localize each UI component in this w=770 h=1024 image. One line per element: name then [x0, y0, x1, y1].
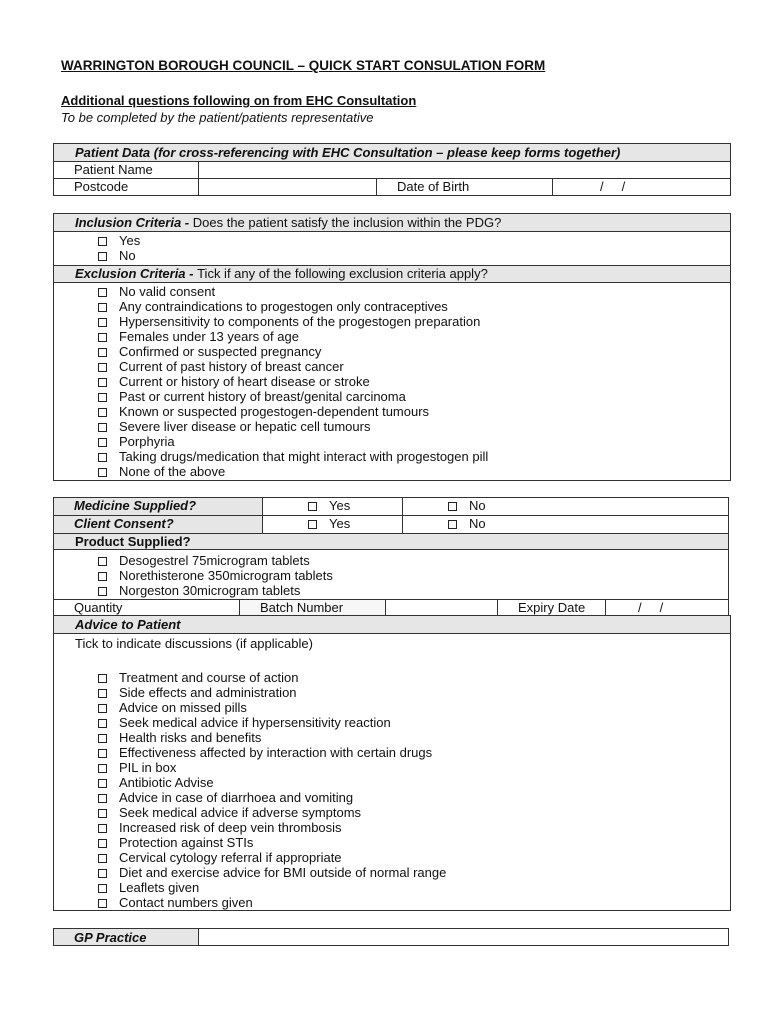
advice-item-label: Seek medical advice if adverse symptoms — [119, 805, 362, 820]
consent-no-label: No — [469, 516, 486, 531]
form-instruction: To be completed by the patient/patients representative — [61, 110, 374, 125]
checkbox-icon[interactable] — [98, 749, 107, 758]
checkbox-icon[interactable] — [98, 809, 107, 818]
advice-item[interactable] — [98, 790, 446, 805]
advice-heading: Advice to Patient — [75, 617, 181, 632]
product-option-label: Desogestrel 75microgram tablets — [119, 553, 310, 568]
checkbox-icon[interactable] — [98, 393, 107, 402]
advice-item[interactable] — [98, 865, 446, 880]
exclusion-heading — [75, 266, 488, 281]
dob-label: Date of Birth — [377, 179, 553, 195]
exclusion-item[interactable] — [98, 284, 488, 299]
advice-item[interactable] — [98, 745, 446, 760]
checkbox-icon[interactable] — [308, 502, 317, 511]
batch-number-label: Batch Number — [240, 600, 386, 616]
advice-list — [98, 670, 446, 910]
advice-item-label: Seek medical advice if hypersensitivity reaction — [119, 715, 391, 730]
medicine-yes-label: Yes — [329, 498, 351, 513]
checkbox-icon[interactable] — [98, 734, 107, 743]
advice-item[interactable] — [98, 820, 446, 835]
batch-number-field[interactable] — [386, 600, 498, 616]
gp-practice-field[interactable] — [199, 929, 728, 945]
exclusion-heading-bold: Exclusion Criteria - — [75, 266, 198, 281]
consent-yes-label: Yes — [329, 516, 351, 531]
expiry-date-field[interactable]: / / — [638, 600, 664, 615]
checkbox-icon[interactable] — [98, 779, 107, 788]
checkbox-icon[interactable] — [98, 884, 107, 893]
checkbox-icon[interactable] — [98, 408, 107, 417]
inclusion-heading-text: Does the patient satisfy the inclusion within the PDG? — [192, 215, 502, 230]
exclusion-item[interactable] — [98, 404, 488, 419]
exclusion-item-label: Females under 13 years of age — [119, 329, 299, 344]
inclusion-heading-bold: Inclusion Criteria - — [75, 215, 193, 230]
form-title: WARRINGTON BOROUGH COUNCIL – QUICK START CONSULATION FORM — [61, 58, 546, 73]
advice-item-label: Health risks and benefits — [119, 730, 262, 745]
checkbox-icon[interactable] — [98, 453, 107, 462]
exclusion-item-label: None of the above — [119, 464, 226, 479]
product-supplied-label: Product Supplied? — [75, 534, 191, 549]
advice-item[interactable] — [98, 850, 446, 865]
consent-yes-option[interactable] — [263, 516, 403, 533]
checkbox-icon[interactable] — [98, 252, 107, 261]
exclusion-item-label: Current of past history of breast cancer — [119, 359, 344, 374]
inclusion-heading-row — [54, 214, 730, 232]
advice-section — [53, 615, 731, 911]
checkbox-icon[interactable] — [448, 520, 457, 529]
advice-item-label: Treatment and course of action — [119, 670, 299, 685]
exclusion-item[interactable] — [98, 464, 488, 479]
inclusion-option-label: No — [119, 248, 136, 263]
advice-item[interactable] — [98, 730, 446, 745]
patient-name-field[interactable] — [199, 162, 730, 178]
inclusion-heading — [75, 215, 501, 230]
advice-item[interactable] — [98, 895, 446, 910]
checkbox-icon[interactable] — [98, 237, 107, 246]
advice-item[interactable] — [98, 880, 446, 895]
advice-item[interactable] — [98, 805, 446, 820]
advice-item[interactable] — [98, 715, 446, 730]
client-consent-row — [54, 516, 728, 534]
inclusion-option-label: Yes — [119, 233, 141, 248]
advice-item-label: Diet and exercise advice for BMI outside of normal range — [119, 865, 447, 880]
exclusion-list — [98, 284, 488, 479]
checkbox-icon[interactable] — [98, 438, 107, 447]
exclusion-item[interactable] — [98, 314, 488, 329]
client-consent-label: Client Consent? — [54, 516, 263, 533]
patient-data-heading: Patient Data (for cross-referencing with EHC Consultation – please keep forms together) — [75, 145, 621, 160]
product-option-label: Norethisterone 350microgram tablets — [119, 568, 333, 583]
exclusion-item[interactable] — [98, 434, 488, 449]
checkbox-icon[interactable] — [98, 423, 107, 432]
product-option[interactable] — [98, 583, 333, 598]
exclusion-heading-row — [54, 265, 730, 283]
quantity-row — [54, 599, 728, 616]
product-list — [98, 553, 333, 598]
checkbox-icon[interactable] — [98, 363, 107, 372]
checkbox-icon[interactable] — [98, 824, 107, 833]
gp-practice-label: GP Practice — [54, 929, 199, 945]
exclusion-item-label: Past or current history of breast/genital carcinoma — [119, 389, 406, 404]
patient-name-row — [54, 162, 730, 179]
checkbox-icon[interactable] — [308, 520, 317, 529]
advice-instruction: Tick to indicate discussions (if applicable) — [75, 636, 313, 651]
advice-item-label: PIL in box — [119, 760, 177, 775]
medicine-no-option[interactable] — [403, 498, 728, 515]
exclusion-item[interactable] — [98, 419, 488, 434]
medicine-no-label: No — [469, 498, 486, 513]
checkbox-icon[interactable] — [448, 502, 457, 511]
inclusion-option[interactable] — [98, 233, 140, 248]
postcode-row — [54, 179, 730, 195]
advice-item-label: Protection against STIs — [119, 835, 254, 850]
exclusion-item[interactable] — [98, 374, 488, 389]
checkbox-icon[interactable] — [98, 869, 107, 878]
advice-item-label: Cervical cytology referral if appropriate — [119, 850, 342, 865]
advice-item[interactable] — [98, 835, 446, 850]
advice-item-label: Side effects and administration — [119, 685, 297, 700]
checkbox-icon[interactable] — [98, 378, 107, 387]
exclusion-item[interactable] — [98, 389, 488, 404]
exclusion-item-label: Severe liver disease or hepatic cell tumours — [119, 419, 371, 434]
advice-item[interactable] — [98, 700, 446, 715]
patient-data-section — [53, 143, 731, 196]
medicine-yes-option[interactable] — [263, 498, 403, 515]
inclusion-options — [98, 233, 140, 263]
postcode-label: Postcode — [54, 179, 199, 195]
exclusion-item-label: Current or history of heart disease or stroke — [119, 374, 370, 389]
advice-item-label: Increased risk of deep vein thrombosis — [119, 820, 342, 835]
consent-no-option[interactable] — [403, 516, 728, 533]
criteria-section — [53, 213, 731, 481]
exclusion-item[interactable] — [98, 359, 488, 374]
product-option-label: Norgeston 30microgram tablets — [119, 583, 301, 598]
product-supplied-row — [54, 534, 728, 550]
checkbox-icon[interactable] — [98, 794, 107, 803]
exclusion-item[interactable] — [98, 344, 488, 359]
advice-item-label: Advice on missed pills — [119, 700, 247, 715]
dob-field[interactable]: / / — [600, 179, 626, 194]
exclusion-heading-text: Tick if any of the following exclusion criteria apply? — [197, 266, 488, 281]
advice-item-label: Advice in case of diarrhoea and vomiting — [119, 790, 354, 805]
gp-practice-section — [53, 928, 729, 946]
postcode-field[interactable] — [199, 179, 377, 195]
exclusion-item-label: Any contraindications to progestogen only contraceptives — [119, 299, 448, 314]
form-subtitle: Additional questions following on from EHC Consultation — [61, 93, 417, 108]
checkbox-icon[interactable] — [98, 572, 107, 581]
advice-item[interactable] — [98, 685, 446, 700]
checkbox-icon[interactable] — [98, 674, 107, 683]
exclusion-item-label: No valid consent — [119, 284, 216, 299]
checkbox-icon[interactable] — [98, 587, 107, 596]
expiry-date-label: Expiry Date — [498, 600, 606, 616]
checkbox-icon[interactable] — [98, 348, 107, 357]
checkbox-icon[interactable] — [98, 557, 107, 566]
product-option[interactable] — [98, 553, 333, 568]
exclusion-item-label: Taking drugs/medication that might interact with progestogen pill — [119, 449, 489, 464]
checkbox-icon[interactable] — [98, 318, 107, 327]
checkbox-icon[interactable] — [98, 839, 107, 848]
patient-name-label: Patient Name — [54, 162, 199, 178]
checkbox-icon[interactable] — [98, 719, 107, 728]
checkbox-icon[interactable] — [98, 704, 107, 713]
medicine-supplied-row — [54, 498, 728, 516]
advice-item-label: Leaflets given — [119, 880, 200, 895]
product-option[interactable] — [98, 568, 333, 583]
checkbox-icon[interactable] — [98, 689, 107, 698]
patient-data-heading-row — [54, 144, 730, 162]
checkbox-icon[interactable] — [98, 854, 107, 863]
exclusion-item-label: Known or suspected progestogen-dependent tumours — [119, 404, 430, 419]
checkbox-icon[interactable] — [98, 468, 107, 477]
exclusion-item[interactable] — [98, 329, 488, 344]
advice-item[interactable] — [98, 775, 446, 790]
advice-heading-row — [54, 616, 730, 634]
exclusion-item-label: Confirmed or suspected pregnancy — [119, 344, 322, 359]
exclusion-item-label: Porphyria — [119, 434, 175, 449]
exclusion-item-label: Hypersensitivity to components of the progestogen preparation — [119, 314, 481, 329]
checkbox-icon[interactable] — [98, 288, 107, 297]
checkbox-icon[interactable] — [98, 333, 107, 342]
advice-item-label: Effectiveness affected by interaction with certain drugs — [119, 745, 433, 760]
quantity-label: Quantity — [54, 600, 240, 616]
medicine-supplied-label: Medicine Supplied? — [54, 498, 263, 515]
supply-section — [53, 497, 729, 615]
exclusion-item[interactable] — [98, 449, 488, 464]
checkbox-icon[interactable] — [98, 764, 107, 773]
advice-item-label: Contact numbers given — [119, 895, 253, 910]
advice-item[interactable] — [98, 760, 446, 775]
advice-item[interactable] — [98, 670, 446, 685]
inclusion-option[interactable] — [98, 248, 140, 263]
exclusion-item[interactable] — [98, 299, 488, 314]
checkbox-icon[interactable] — [98, 899, 107, 908]
advice-item-label: Antibiotic Advise — [119, 775, 214, 790]
checkbox-icon[interactable] — [98, 303, 107, 312]
